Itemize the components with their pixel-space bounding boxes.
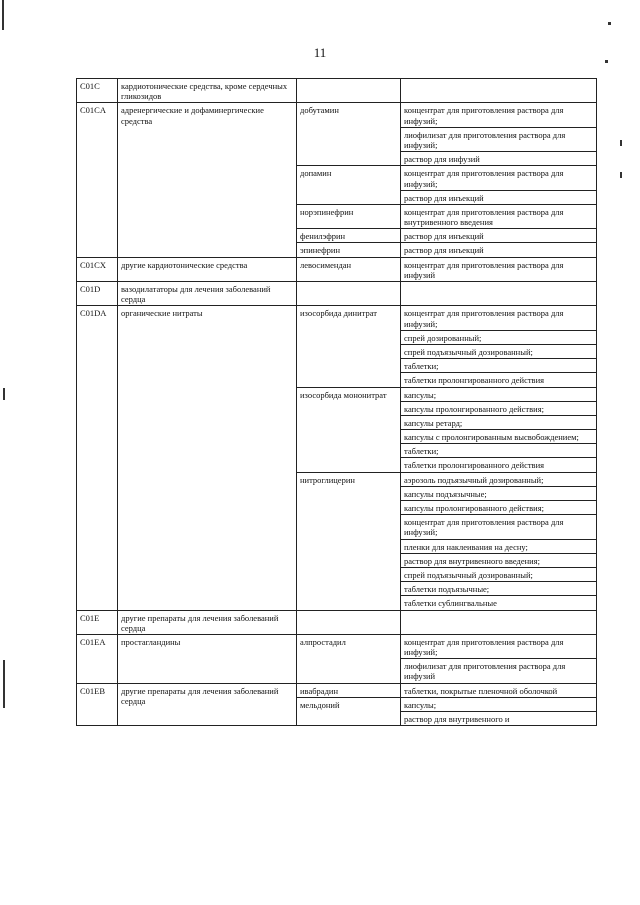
dosage-form-cell: капсулы подъязычные; (401, 486, 597, 500)
dosage-form-cell: таблетки пролонгированного действия (401, 373, 597, 387)
table-row (77, 610, 597, 634)
atc-group-cell: адренергические и дофаминергические средства (118, 103, 297, 257)
inn-cell: изосорбида мононитрат (297, 387, 401, 472)
scan-mark (620, 172, 622, 178)
scan-mark (605, 60, 608, 63)
inn-cell: нитроглицерин (297, 472, 401, 610)
dosage-form-cell: капсулы пролонгированного действия; (401, 501, 597, 515)
table-row (77, 306, 597, 330)
dosage-form-cell: раствор для инъекций (401, 243, 597, 257)
atc-group-cell: вазодилататоры для лечения заболеваний сердца (118, 282, 297, 306)
inn-cell (297, 282, 401, 306)
dosage-form-cell: концентрат для приготовления раствора для инфузий; (401, 306, 597, 330)
dosage-form-cell: спрей дозированный; (401, 330, 597, 344)
inn-cell (297, 610, 401, 634)
dosage-form-cell: спрей подъязычный дозированный; (401, 344, 597, 358)
dosage-form-cell: концентрат для приготовления раствора для инфузий; (401, 515, 597, 539)
dosage-form-cell: лиофилизат для приготовления раствора для инфузий; (401, 127, 597, 151)
atc-code-cell: C01CX (77, 257, 118, 281)
atc-code-cell: C01D (77, 282, 118, 306)
dosage-form-cell (401, 79, 597, 103)
dosage-form-cell (401, 282, 597, 306)
dosage-form-cell: капсулы пролонгированного действия; (401, 401, 597, 415)
atc-code-cell: C01DA (77, 306, 118, 610)
medicines-table (76, 78, 597, 726)
dosage-form-cell: спрей подъязычный дозированный; (401, 567, 597, 581)
table-row (77, 683, 597, 697)
dosage-form-cell: таблетки, покрытые пленочной оболочкой (401, 683, 597, 697)
dosage-form-cell: раствор для внутривенного и (401, 712, 597, 726)
dosage-form-cell: раствор для внутривенного введения; (401, 553, 597, 567)
dosage-form-cell: капсулы ретард; (401, 415, 597, 429)
atc-group-cell: другие препараты для лечения заболеваний сердца (118, 610, 297, 634)
dosage-form-cell: раствор для инъекций (401, 190, 597, 204)
inn-cell: норэпинефрин (297, 204, 401, 228)
dosage-form-cell: раствор для инъекций (401, 229, 597, 243)
atc-code-cell: C01EA (77, 634, 118, 683)
dosage-form-cell (401, 610, 597, 634)
atc-group-cell: простагландины (118, 634, 297, 683)
table-row (77, 257, 597, 281)
scan-mark (3, 388, 5, 400)
dosage-form-cell: концентрат для приготовления раствора для инфузий; (401, 634, 597, 658)
inn-cell: допамин (297, 166, 401, 205)
dosage-form-cell: концентрат для приготовления раствора для инфузий (401, 257, 597, 281)
atc-code-cell: C01EB (77, 683, 118, 726)
dosage-form-cell: таблетки пролонгированного действия (401, 458, 597, 472)
inn-cell: изосорбида динитрат (297, 306, 401, 387)
inn-cell: алпростадил (297, 634, 401, 683)
inn-cell: добутамин (297, 103, 401, 166)
table-row (77, 79, 597, 103)
inn-cell: ивабрадин (297, 683, 401, 697)
atc-code-cell: C01E (77, 610, 118, 634)
scan-mark (3, 660, 5, 708)
dosage-form-cell: капсулы; (401, 387, 597, 401)
atc-group-cell: другие кардиотонические средства (118, 257, 297, 281)
atc-group-cell: кардиотонические средства, кроме сердечных гликозидов (118, 79, 297, 103)
dosage-form-cell: концентрат для приготовления раствора для инфузий; (401, 166, 597, 190)
dosage-form-cell: таблетки; (401, 444, 597, 458)
scan-mark (2, 0, 4, 30)
dosage-form-cell: таблетки; (401, 359, 597, 373)
inn-cell: эпинефрин (297, 243, 401, 257)
dosage-form-cell: лиофилизат для приготовления раствора для инфузий (401, 659, 597, 683)
atc-code-cell: C01CA (77, 103, 118, 257)
inn-cell: мельдоний (297, 697, 401, 725)
atc-group-cell: органические нитраты (118, 306, 297, 610)
table-row (77, 103, 597, 127)
page-number: 11 (313, 45, 327, 60)
dosage-form-cell: таблетки сублингвальные (401, 596, 597, 610)
dosage-form-cell: таблетки подъязычные; (401, 582, 597, 596)
atc-code-cell: C01C (77, 79, 118, 103)
inn-cell: фенилэфрин (297, 229, 401, 243)
atc-group-cell: другие препараты для лечения заболеваний сердца (118, 683, 297, 726)
inn-cell: левосимендан (297, 257, 401, 281)
inn-cell (297, 79, 401, 103)
table-row (77, 634, 597, 658)
dosage-form-cell: раствор для инфузий (401, 152, 597, 166)
table-body (77, 79, 597, 726)
scan-mark (608, 22, 611, 25)
dosage-form-cell: аэрозоль подъязычный дозированный; (401, 472, 597, 486)
dosage-form-cell: пленки для наклеивания на десну; (401, 539, 597, 553)
dosage-form-cell: концентрат для приготовления раствора для внутривенного введения (401, 204, 597, 228)
dosage-form-cell: капсулы; (401, 697, 597, 711)
dosage-form-cell: концентрат для приготовления раствора для инфузий; (401, 103, 597, 127)
scan-mark (620, 140, 622, 146)
table-row (77, 282, 597, 306)
dosage-form-cell: капсулы с пролонгированным высвобождением; (401, 430, 597, 444)
